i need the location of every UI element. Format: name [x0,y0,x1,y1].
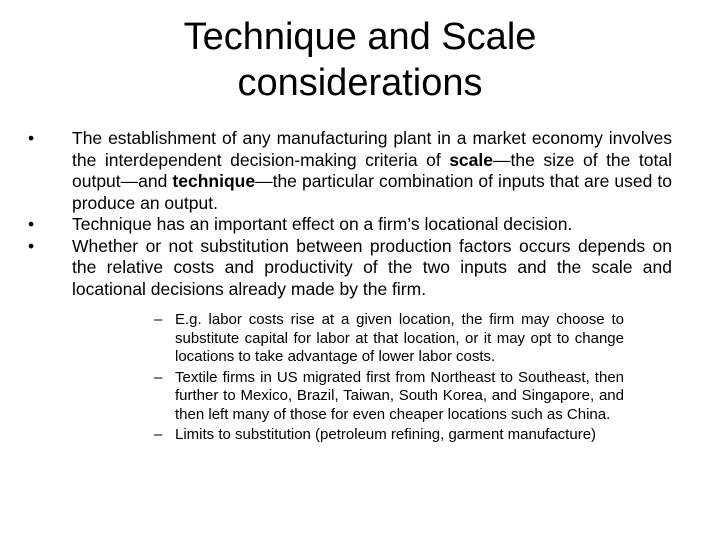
bullet-text-part: —the size of the total output—and [72,149,672,191]
bullet-text-part: The establishment of any manufacturing plant in a market economy involves the interdependent decision-making criteria of [72,128,672,170]
bullet-bold-term: technique [172,171,256,191]
bullet-item [0,214,720,236]
subbullet-text: E.g. labor costs rise at a given location, the firm may choose to substitute capital for labor at that location, or it may opt to change locations to take advantage of lower labor costs. [175,311,624,365]
bullet-marker: • [28,128,35,148]
subbullet-item [72,369,672,425]
bullet-list [0,128,720,447]
dash-marker: – [154,426,163,443]
subbullet-text: Limits to substitution (petroleum refining, garment manufacture) [175,426,597,443]
dash-marker: – [154,368,163,386]
subbullet-item [72,311,672,367]
bullet-marker: • [28,214,35,234]
bullet-bold-term: scale [449,149,493,170]
bullet-item [0,236,720,445]
subbullet-list [72,311,672,445]
subbullet-item [72,426,672,445]
bullet-item [0,128,720,214]
slide-title-line-2: considerations [237,62,483,104]
dash-marker: – [154,311,163,328]
bullet-text: Technique has an important effect on a firm’s locational decision. [72,214,573,234]
slide-title-line-1: Technique and Scale [183,16,537,58]
bullet-marker: • [28,235,35,256]
slide-title [100,14,620,106]
bullet-text-part: —the particular combination of inputs that are used to produce an output. [72,171,672,213]
subbullet-text: Textile firms in US migrated first from Northeast to Southeast, then further to Mexico, Brazil, Taiwan, South Korea, and Singapore, and then left many of those for even cheaper locations such as China. [175,368,624,423]
bullet-text: Whether or not substitution between production factors occurs depends on the relative costs and productivity of the two inputs and the scale and locational decisions already made by the firm. [72,235,672,299]
bullet-text [72,128,672,213]
